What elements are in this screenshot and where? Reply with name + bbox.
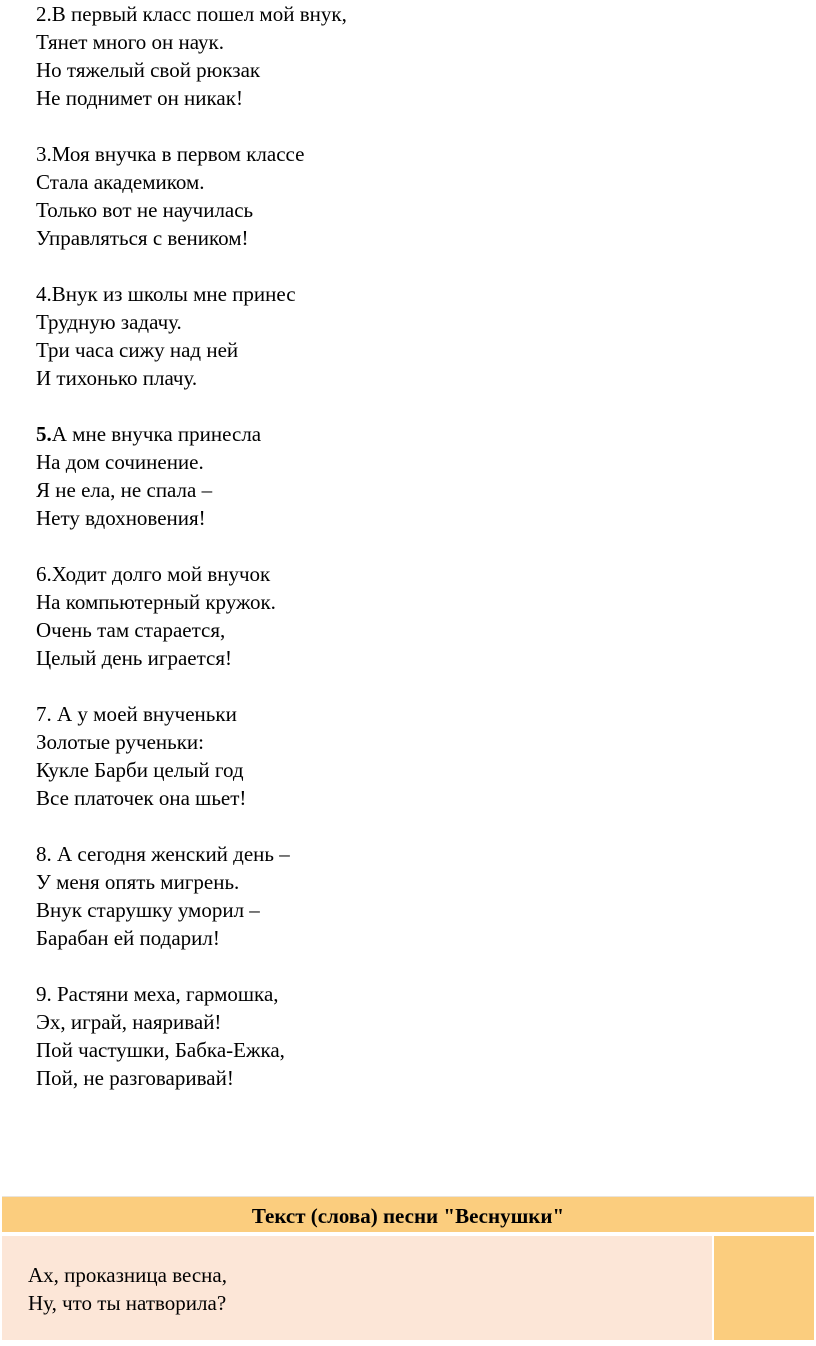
stanza-line: Управляться с веником! <box>36 226 249 250</box>
stanza-line: Кукле Барби целый год <box>36 758 244 782</box>
stanza-line: Внук старушку уморил – <box>36 898 260 922</box>
song-line: Ах, проказница весна, <box>28 1263 227 1287</box>
stanza-9 <box>36 980 776 1092</box>
stanza-line: 5.А мне внучка принесла <box>36 422 262 446</box>
stanza-line: Пой, не разговаривай! <box>36 1066 234 1090</box>
stanza-number: 6. <box>36 562 52 586</box>
stanza-line: И тихонько плачу. <box>36 366 198 390</box>
stanza-line: Но тяжелый свой рюкзак <box>36 58 261 82</box>
song-line: Ну, что ты натворила? <box>28 1291 227 1315</box>
stanza-line: Трудную задачу. <box>36 310 182 334</box>
stanza-line: 6.Ходит долго мой внучок <box>36 562 271 586</box>
stanza-line: Три часа сижу над ней <box>36 338 239 362</box>
song-lyrics <box>2 1236 712 1340</box>
stanza-number: 2. <box>36 2 52 26</box>
stanza-line: Тянет много он наук. <box>36 30 224 54</box>
stanza-line: На компьютерный кружок. <box>36 590 276 614</box>
stanza-line: Золотые рученьки: <box>36 730 204 754</box>
stanza-line: Барабан ей подарил! <box>36 926 220 950</box>
stanza-line: Я не ела, не спала – <box>36 478 213 502</box>
stanza-line: 3.Моя внучка в первом классе <box>36 142 305 166</box>
stanza-8 <box>36 840 776 952</box>
stanza-line: Пой частушки, Бабка-Ежка, <box>36 1038 285 1062</box>
stanza-line: 9. Растяни меха, гармошка, <box>36 982 279 1006</box>
stanza-line: Целый день играется! <box>36 646 233 670</box>
poem <box>36 0 776 1120</box>
stanza-line: 8. А сегодня женский день – <box>36 842 290 866</box>
song-side-cell <box>714 1236 814 1340</box>
stanza-line: Стала академиком. <box>36 170 205 194</box>
stanza-5 <box>36 420 776 532</box>
stanza-line: 7. А у моей внученьки <box>36 702 237 726</box>
stanza-3 <box>36 140 776 252</box>
song-table <box>2 1196 814 1342</box>
stanza-number: 8. <box>36 842 57 866</box>
stanza-line: Не поднимет он никак! <box>36 86 243 110</box>
stanza-number: 9. <box>36 982 57 1006</box>
stanza-number: 5. <box>36 422 52 446</box>
stanza-line: Нету вдохновения! <box>36 506 206 530</box>
song-title: Текст (слова) песни "Веснушки" <box>2 1196 814 1234</box>
stanza-number: 7. <box>36 702 57 726</box>
stanza-line: На дом сочинение. <box>36 450 204 474</box>
stanza-line: Очень там старается, <box>36 618 226 642</box>
stanza-7 <box>36 700 776 812</box>
stanza-line: У меня опять мигрень. <box>36 870 240 894</box>
stanza-line: Все платочек она шьет! <box>36 786 247 810</box>
stanza-number: 3. <box>36 142 52 166</box>
stanza-2 <box>36 0 776 112</box>
stanza-line: Эх, играй, наяривай! <box>36 1010 222 1034</box>
stanza-number: 4. <box>36 282 52 306</box>
stanza-line: 2.В первый класс пошел мой внук, <box>36 2 347 26</box>
stanza-6 <box>36 560 776 672</box>
stanza-line: 4.Внук из школы мне принес <box>36 282 296 306</box>
stanza-4 <box>36 280 776 392</box>
stanza-line: Только вот не научилась <box>36 198 254 222</box>
